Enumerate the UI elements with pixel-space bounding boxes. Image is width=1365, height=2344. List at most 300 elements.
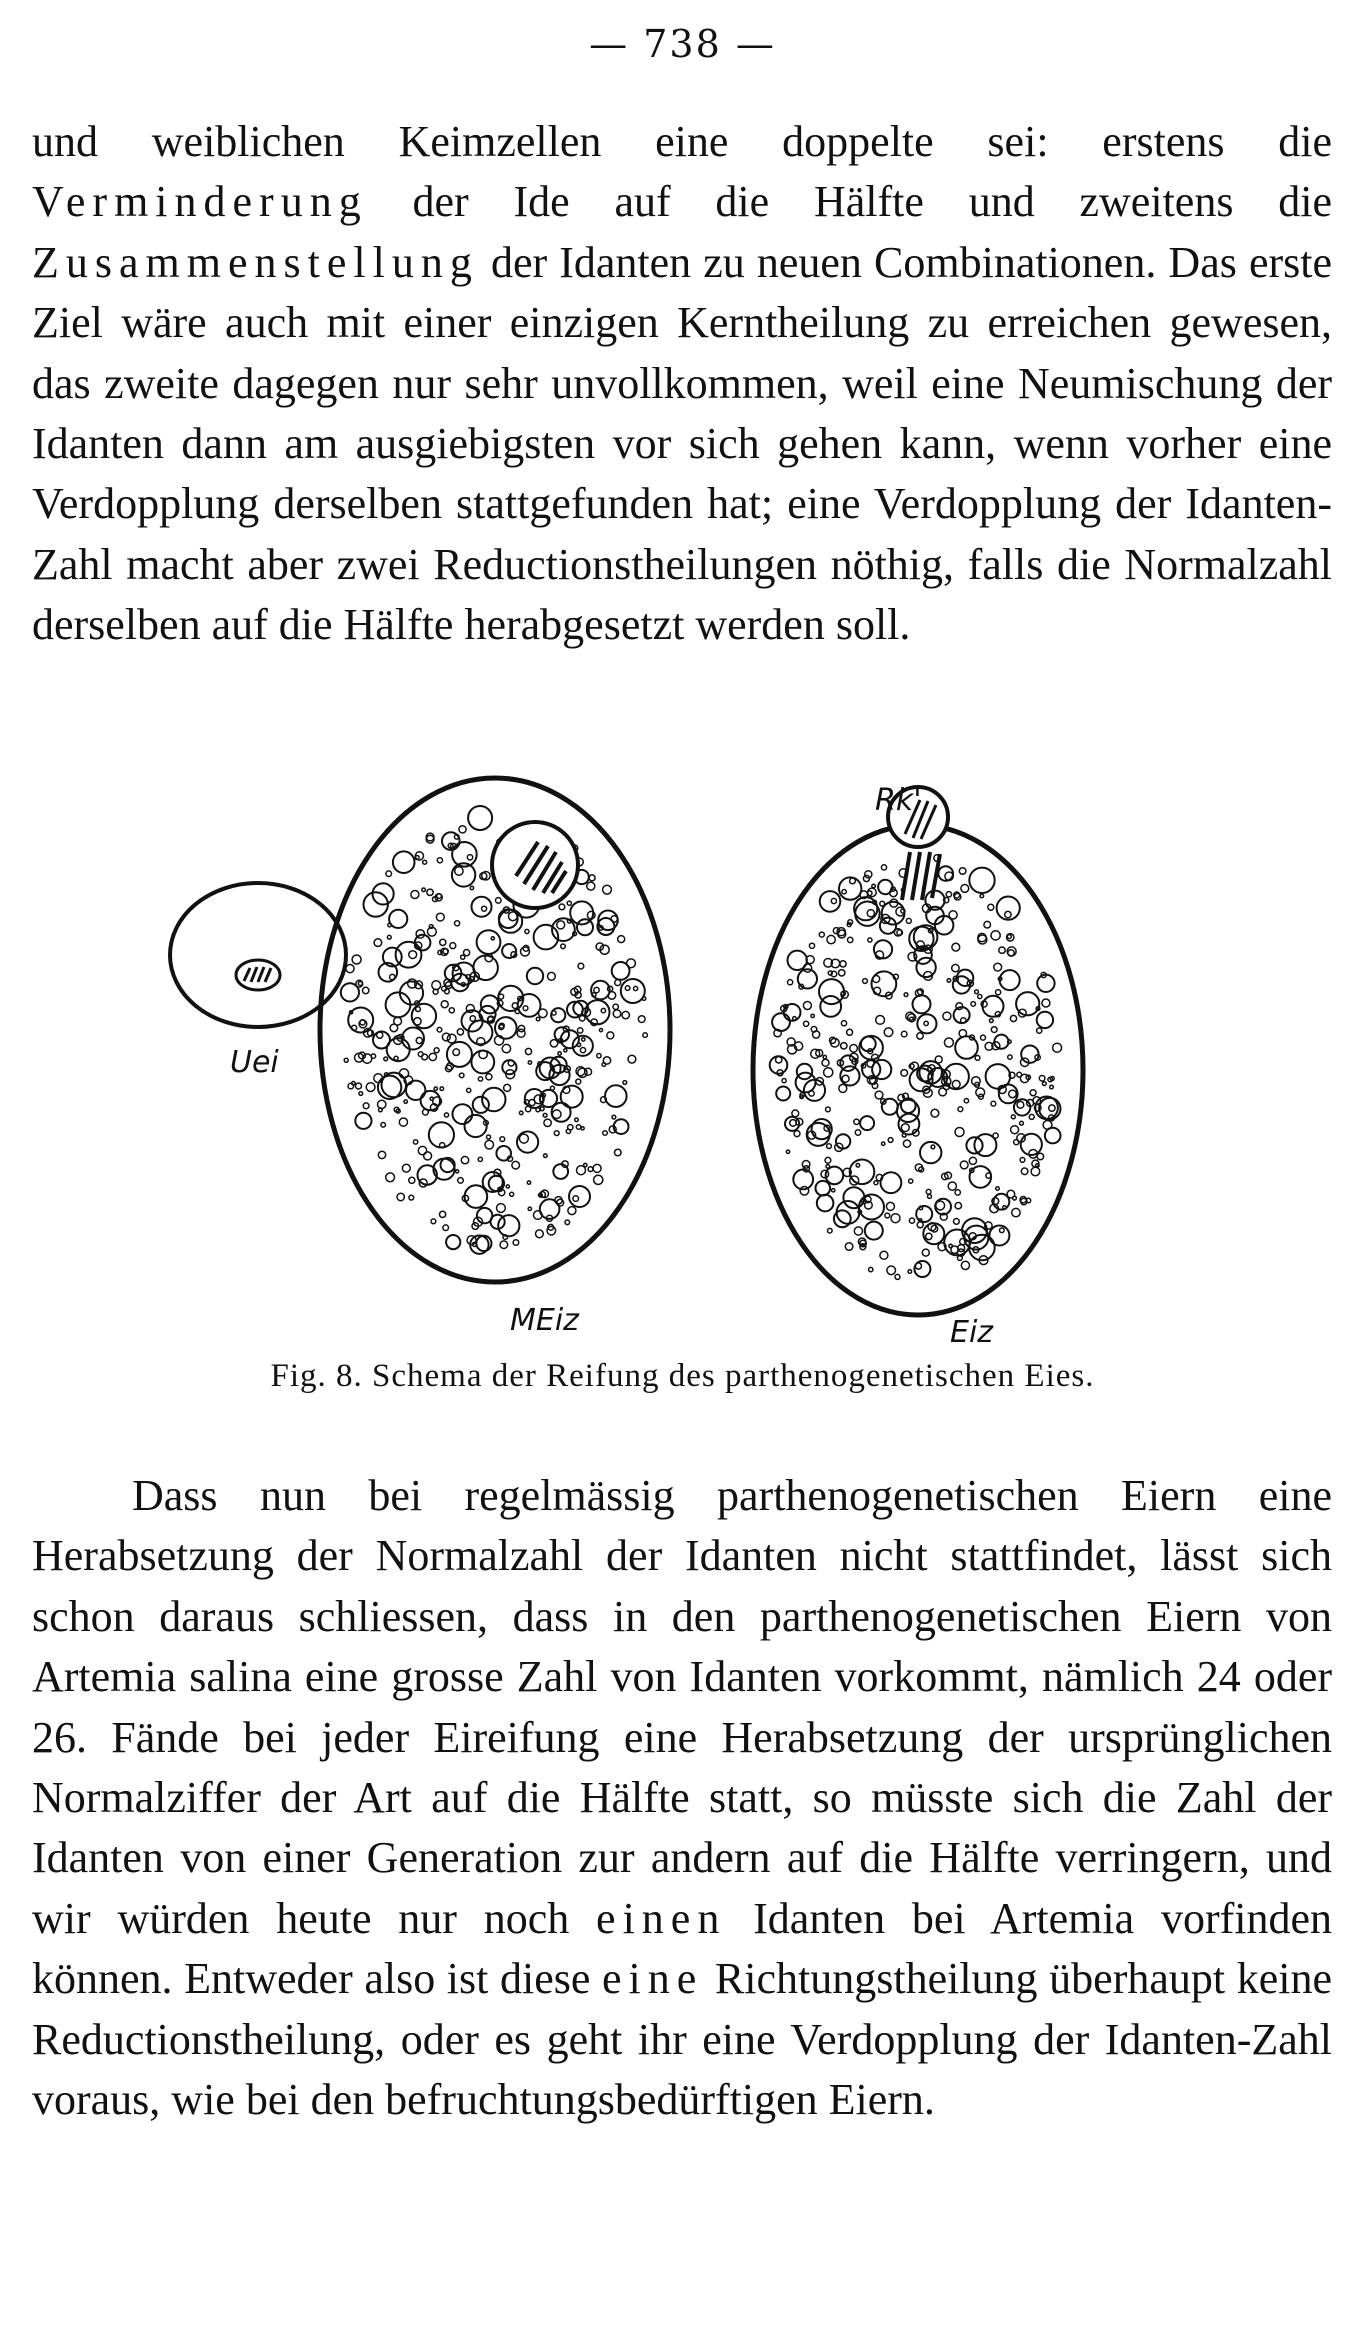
yolk-granule <box>884 1028 893 1037</box>
yolk-granule <box>477 930 501 954</box>
yolk-granule <box>622 1011 629 1018</box>
yolk-granule <box>394 1017 402 1025</box>
yolk-granule <box>955 1128 964 1137</box>
yolk-granule <box>860 1116 874 1130</box>
yolk-granule <box>971 1002 976 1007</box>
yolk-granule <box>512 1161 520 1169</box>
yolk-granule <box>999 947 1005 953</box>
yolk-granule <box>627 959 636 968</box>
yolk-granule <box>536 1230 544 1238</box>
yolk-granule <box>352 1082 356 1086</box>
yolk-granule <box>615 980 621 986</box>
yolk-granule <box>803 1002 811 1010</box>
yolk-granule <box>913 995 931 1013</box>
yolk-granule <box>970 1166 992 1188</box>
yolk-granule <box>444 1113 448 1117</box>
yolk-granule <box>515 1009 519 1013</box>
yolk-granule <box>628 1055 636 1063</box>
yolk-granule <box>472 897 492 917</box>
yolk-granule <box>917 1222 923 1228</box>
yolk-granule <box>544 1119 551 1126</box>
yolk-granule <box>429 1053 436 1060</box>
yolk-granule <box>969 868 994 893</box>
yolk-granule <box>850 1045 858 1053</box>
yolk-granule <box>772 1013 790 1031</box>
yolk-granule <box>440 1087 444 1091</box>
yolk-granule <box>519 1134 528 1143</box>
yolk-granule <box>917 1014 936 1033</box>
yolk-granule <box>500 1241 508 1249</box>
yolk-granule <box>899 1114 920 1135</box>
yolk-granule <box>994 963 1002 971</box>
yolk-granule <box>374 939 382 947</box>
yolk-granule <box>366 1083 375 1092</box>
yolk-granule <box>989 1019 993 1023</box>
yolk-granule <box>355 1113 371 1129</box>
yolk-granule <box>887 1266 896 1275</box>
yolk-granule <box>625 986 630 991</box>
yolk-granule <box>467 1088 471 1092</box>
yolk-granule <box>895 1274 900 1279</box>
yolk-granule <box>825 1157 831 1163</box>
yolk-granule <box>948 1182 956 1190</box>
yolk-granule <box>621 979 645 1003</box>
yolk-granule <box>599 1029 602 1032</box>
yolk-granule <box>881 865 886 870</box>
yolk-granule <box>917 1033 923 1039</box>
yolk-granule <box>528 1061 531 1064</box>
yolk-granule <box>558 1052 561 1055</box>
yolk-granule <box>402 1164 410 1172</box>
yolk-granule <box>1005 911 1011 917</box>
yolk-granule <box>788 980 793 985</box>
yolk-granule <box>842 1075 849 1082</box>
yolk-granule <box>1003 1206 1007 1210</box>
yolk-granule <box>513 1240 519 1246</box>
yolk-granule <box>524 1100 529 1105</box>
yolk-granule <box>449 1008 454 1013</box>
yolk-granule <box>881 1172 902 1193</box>
yolk-granule <box>819 932 824 937</box>
yolk-granule <box>794 1131 800 1137</box>
yolk-granule <box>470 886 473 889</box>
yolk-granule <box>961 1261 969 1269</box>
yolk-granule <box>447 1034 456 1043</box>
yolk-granule <box>1021 1046 1038 1063</box>
yolk-granule <box>568 1207 576 1215</box>
yolk-granule <box>976 1088 985 1097</box>
yolk-granule <box>878 880 892 894</box>
yolk-granule <box>964 1099 968 1103</box>
yolk-granule <box>882 1142 885 1145</box>
yolk-granule <box>854 897 877 920</box>
emphasis-verminderung: Verminderung <box>32 177 368 227</box>
yolk-granule <box>926 1233 932 1239</box>
yolk-granule <box>1037 1028 1042 1033</box>
yolk-granule <box>471 1051 494 1074</box>
yolk-granule <box>1008 1055 1012 1059</box>
yolk-granule <box>527 968 543 984</box>
yolk-granule <box>820 996 841 1017</box>
yolk-granule <box>384 1057 388 1061</box>
figure-caption: Fig. 8. Schema der Reifung des parthenogenetischen Eies. <box>270 1358 1095 1394</box>
yolk-granule <box>423 1109 429 1115</box>
yolk-granule <box>468 806 492 830</box>
yolk-granule <box>1045 1128 1061 1144</box>
yolk-granule <box>961 885 969 893</box>
yolk-granule <box>931 1109 939 1117</box>
yolk-granule <box>931 1145 935 1149</box>
yolk-granule <box>613 1010 621 1018</box>
yolk-granule <box>1011 1126 1019 1134</box>
yolk-granule <box>991 1027 997 1033</box>
yolk-granule <box>565 1220 570 1225</box>
yolk-granule <box>593 1164 601 1172</box>
yolk-granule <box>477 1208 492 1223</box>
yolk-granule <box>575 1118 579 1122</box>
yolk-granule <box>827 1144 832 1149</box>
yolk-granule <box>1050 1085 1054 1089</box>
yolk-granule <box>823 1055 826 1058</box>
yolk-granule <box>1009 1090 1017 1098</box>
yolk-granule <box>1000 970 1020 990</box>
page-number: — 738 — <box>589 22 776 66</box>
yolk-granule <box>594 1175 603 1184</box>
yolk-granule <box>411 891 419 899</box>
yolk-granule <box>540 1107 544 1111</box>
yolk-granule <box>875 1091 883 1099</box>
yolk-granule <box>386 1173 395 1182</box>
yolk-granule <box>589 875 595 881</box>
yolk-granule <box>536 1108 540 1112</box>
yolk-granule <box>363 1103 369 1109</box>
yolk-granule <box>991 931 1000 940</box>
yolk-granule <box>886 1202 894 1210</box>
yolk-granule <box>997 897 1020 920</box>
yolk-granule <box>904 993 908 997</box>
yolk-granule <box>1037 1153 1044 1160</box>
yolk-granule <box>573 1196 579 1202</box>
yolk-granule <box>378 1151 385 1158</box>
yolk-granule <box>909 1218 914 1223</box>
yolk-granule <box>371 1054 375 1058</box>
yolk-granule <box>470 1016 475 1021</box>
yolk-granule <box>959 868 966 875</box>
yolk-granule <box>446 1235 460 1249</box>
yolk-granule <box>605 1085 627 1107</box>
yolk-granule <box>569 1186 590 1207</box>
yolk-granule <box>359 1092 363 1096</box>
yolk-granule <box>951 1246 958 1253</box>
yolk-granule <box>577 919 593 935</box>
yolk-granule <box>453 1104 473 1124</box>
yolk-granule <box>543 1113 547 1117</box>
yolk-granule <box>880 901 885 906</box>
yolk-granule <box>465 1115 487 1137</box>
yolk-granule <box>416 1037 422 1043</box>
yolk-granule <box>352 955 361 964</box>
yolk-granule <box>943 1012 951 1020</box>
yolk-granule <box>588 1167 593 1172</box>
yolk-granule <box>952 964 959 971</box>
yolk-granule <box>413 1140 417 1144</box>
yolk-granule <box>441 1001 448 1008</box>
yolk-granule <box>504 1084 511 1091</box>
yolk-granule <box>552 1011 556 1015</box>
yolk-granule <box>1012 1208 1020 1216</box>
yolk-granule <box>980 894 984 898</box>
yolk-granule <box>464 950 470 956</box>
yolk-granule <box>796 1073 816 1093</box>
yolk-granule <box>901 1031 907 1037</box>
yolk-granule <box>577 1166 586 1175</box>
yolk-granule <box>578 1028 583 1033</box>
yolk-granule <box>437 894 442 899</box>
label-meiz: MEiz <box>510 1303 579 1338</box>
yolk-granule <box>908 952 917 961</box>
yolk-granule <box>389 910 407 928</box>
yolk-granule <box>834 1210 851 1227</box>
yolk-granule <box>455 867 463 875</box>
yolk-granule <box>434 1087 437 1090</box>
yolk-granule <box>975 1056 980 1061</box>
yolk-granule <box>802 1161 810 1169</box>
yolk-granule <box>1043 1121 1052 1130</box>
yolk-granule <box>467 855 472 860</box>
yolk-granule <box>908 1270 912 1274</box>
yolk-granule <box>839 970 845 976</box>
yolk-granule <box>393 851 415 873</box>
yolk-granule <box>456 1170 459 1173</box>
emphasis-zusammenstellung: Zusammenstellung <box>32 237 479 287</box>
yolk-granule <box>1037 1012 1053 1028</box>
yolk-granule <box>429 925 433 929</box>
yolk-granule <box>378 1100 386 1108</box>
yolk-granule <box>1049 1105 1055 1111</box>
yolk-granule <box>519 1111 523 1115</box>
yolk-granule <box>828 1228 833 1233</box>
yolk-granule <box>1021 1134 1042 1155</box>
yolk-granule <box>498 1215 519 1236</box>
yolk-granule <box>958 1107 963 1112</box>
yolk-granule <box>440 1211 446 1217</box>
emphasis-einen: einen <box>596 1893 727 1943</box>
yolk-granule <box>576 1125 581 1130</box>
yolk-granule <box>523 1006 528 1011</box>
yolk-granule <box>432 981 441 990</box>
yolk-granule <box>955 1036 978 1059</box>
yolk-granule <box>497 1204 506 1213</box>
yolk-granule <box>1036 1164 1040 1168</box>
yolk-granule <box>1021 1168 1028 1175</box>
yolk-granule <box>578 963 584 969</box>
yolk-granule <box>561 1086 583 1108</box>
yolk-granule <box>502 1044 510 1052</box>
yolk-granule <box>947 979 951 983</box>
yolk-granule <box>437 1027 442 1032</box>
paragraph-2-text-c: Richtungstheilung überhaupt keine Reductionstheilung, oder es geht ihr eine Verdopplung der Idanten-Zahl voraus, wie bei den befruchtungsbedürftigen Eiern. <box>32 1954 1332 2125</box>
yolk-granule <box>800 1187 809 1196</box>
yolk-granule <box>850 878 856 884</box>
yolk-granule <box>804 1021 809 1026</box>
yolk-granule <box>882 1099 898 1115</box>
yolk-granule <box>554 1131 559 1136</box>
yolk-granule <box>891 1214 900 1223</box>
yolk-granule <box>485 1140 494 1149</box>
yolk-granule <box>443 1225 449 1231</box>
ripe-egg-drawing <box>753 787 1083 1315</box>
yolk-granule <box>496 1146 511 1161</box>
yolk-granule <box>608 992 616 1000</box>
yolk-granule <box>804 964 812 972</box>
yolk-granule <box>865 1222 883 1240</box>
yolk-granule <box>603 885 612 894</box>
yolk-granule <box>434 1048 439 1053</box>
yolk-granule <box>1030 1090 1036 1096</box>
yolk-granule <box>782 1079 786 1083</box>
yolk-granule <box>828 971 832 975</box>
yolk-granule <box>906 918 911 923</box>
yolk-granule <box>552 1110 561 1119</box>
paragraph-2-text-a: Dass nun bei regelmässig parthenogenetischen Eiern eine Herabsetzung der Normalzahl der Idanten nicht stattfindet, lässt sich schon daraus schliessen, dass in den parthenogenetischen Eiern von Artemia salina eine grosse Zahl von Idanten vorkommt, nämlich 24 oder 26. Fände bei jeder Eireifung eine Herabsetzung der ursprünglichen Normalziffer der Art auf die Hälfte statt, so müsste sich die Zahl der Idanten von einer Generation zur andern auf die Hälfte verringern, und wir würden heute nur noch <box>32 1471 1332 1943</box>
yolk-granule <box>1010 1015 1016 1021</box>
yolk-granule <box>952 1080 960 1088</box>
yolk-granule <box>903 1140 910 1147</box>
yolk-granule <box>548 972 556 980</box>
yolk-granule <box>582 1038 585 1041</box>
yolk-granule <box>437 858 442 863</box>
yolk-granule <box>344 1058 348 1062</box>
label-eiz: Eiz <box>950 1315 994 1350</box>
yolk-granule <box>613 1004 618 1009</box>
yolk-granule <box>944 1038 953 1047</box>
yolk-granule <box>422 888 426 892</box>
figure-illustration <box>150 770 1230 1350</box>
yolk-granule <box>872 884 876 888</box>
yolk-granule <box>602 1063 606 1067</box>
yolk-granule <box>919 1206 923 1210</box>
yolk-granule <box>850 1160 875 1185</box>
yolk-granule <box>482 906 487 911</box>
paragraph-2 <box>32 1466 1332 2130</box>
yolk-granule <box>427 889 433 895</box>
yolk-granule <box>924 1021 928 1025</box>
yolk-granule <box>1020 1158 1025 1163</box>
yolk-granule <box>422 1054 428 1060</box>
yolk-granule <box>404 1100 407 1103</box>
yolk-granule <box>826 1107 831 1112</box>
paragraph-2-text-b: Idanten bei Artemia vorfinden können. Entweder also ist diese <box>32 1893 1332 2004</box>
yolk-granule <box>824 1068 833 1077</box>
yolk-granule <box>506 1185 509 1188</box>
yolk-granule <box>386 992 411 1017</box>
yolk-granule <box>399 1118 407 1126</box>
yolk-granule <box>816 1181 831 1196</box>
yolk-granule <box>1042 1082 1046 1086</box>
yolk-granule <box>601 1008 605 1012</box>
yolk-granule <box>567 901 571 905</box>
yolk-granule <box>409 1177 415 1183</box>
yolk-granule <box>409 1195 414 1200</box>
yolk-granule <box>397 1193 404 1200</box>
yolk-granule <box>461 1156 468 1163</box>
yolk-granule <box>576 1079 581 1084</box>
label-rk: Rk' <box>875 783 922 818</box>
yolk-granule <box>536 1017 540 1021</box>
yolk-granule <box>525 1048 531 1054</box>
yolk-granule <box>993 1133 998 1138</box>
yolk-granule <box>939 1088 947 1096</box>
yolk-granule <box>433 1159 454 1180</box>
yolk-granule <box>553 1164 568 1179</box>
yolk-granule <box>1020 1121 1024 1125</box>
yolk-granule <box>1000 1228 1005 1233</box>
yolk-granule <box>869 1267 873 1271</box>
yolk-granule <box>458 1178 464 1184</box>
yolk-granule <box>527 1181 530 1184</box>
yolk-granule <box>567 919 571 923</box>
yolk-granule <box>429 1122 454 1147</box>
yolk-granule <box>880 918 896 934</box>
yolk-granule <box>874 1181 878 1185</box>
yolk-granule <box>440 939 446 945</box>
yolk-granule <box>840 961 846 967</box>
yolk-granule <box>424 1152 432 1160</box>
yolk-granule <box>916 958 935 977</box>
yolk-granule <box>996 1187 1000 1191</box>
yolk-granule <box>1031 1167 1040 1176</box>
yolk-granule <box>848 937 853 942</box>
yolk-granule <box>847 1029 853 1035</box>
yolk-granule <box>581 1127 584 1130</box>
yolk-granule <box>854 1119 859 1124</box>
yolk-granule <box>415 856 419 860</box>
yolk-granule <box>597 1054 601 1058</box>
yolk-granule <box>478 1157 482 1161</box>
yolk-granule <box>387 935 391 939</box>
yolk-granule <box>978 994 982 998</box>
paragraph-1-text-a: und weiblichen Keimzellen eine doppelte sei: erstens die <box>32 117 1332 166</box>
yolk-granule <box>841 1043 847 1049</box>
yolk-granule <box>409 951 417 959</box>
yolk-granule <box>839 1084 847 1092</box>
yolk-granule <box>817 1195 834 1212</box>
yolk-granule <box>931 1225 938 1232</box>
yolk-granule <box>822 1059 829 1066</box>
yolk-granule <box>984 921 991 928</box>
yolk-granule <box>356 1083 362 1089</box>
paragraph-1-text-b: der Ide auf die Hälfte und zweitens die <box>367 177 1332 227</box>
yolk-granule <box>500 1137 505 1142</box>
emphasis-eine: eine <box>602 1954 704 2004</box>
yolk-granule <box>450 943 456 949</box>
yolk-granule <box>414 1018 421 1025</box>
yolk-granule <box>946 892 951 897</box>
yolk-granule <box>988 904 994 910</box>
yolk-granule <box>406 1081 425 1100</box>
yolk-granule <box>431 1219 436 1224</box>
yolk-granule <box>459 826 466 833</box>
yolk-granule <box>587 882 595 890</box>
yolk-granule <box>1039 1076 1045 1082</box>
yolk-granule <box>981 1035 986 1040</box>
yolk-granule <box>827 935 835 943</box>
yolk-granule <box>868 938 872 942</box>
yolk-granule <box>1011 1115 1015 1119</box>
yolk-granule <box>457 1029 463 1035</box>
yolk-granule <box>496 898 502 904</box>
yolk-granule <box>615 1149 622 1156</box>
